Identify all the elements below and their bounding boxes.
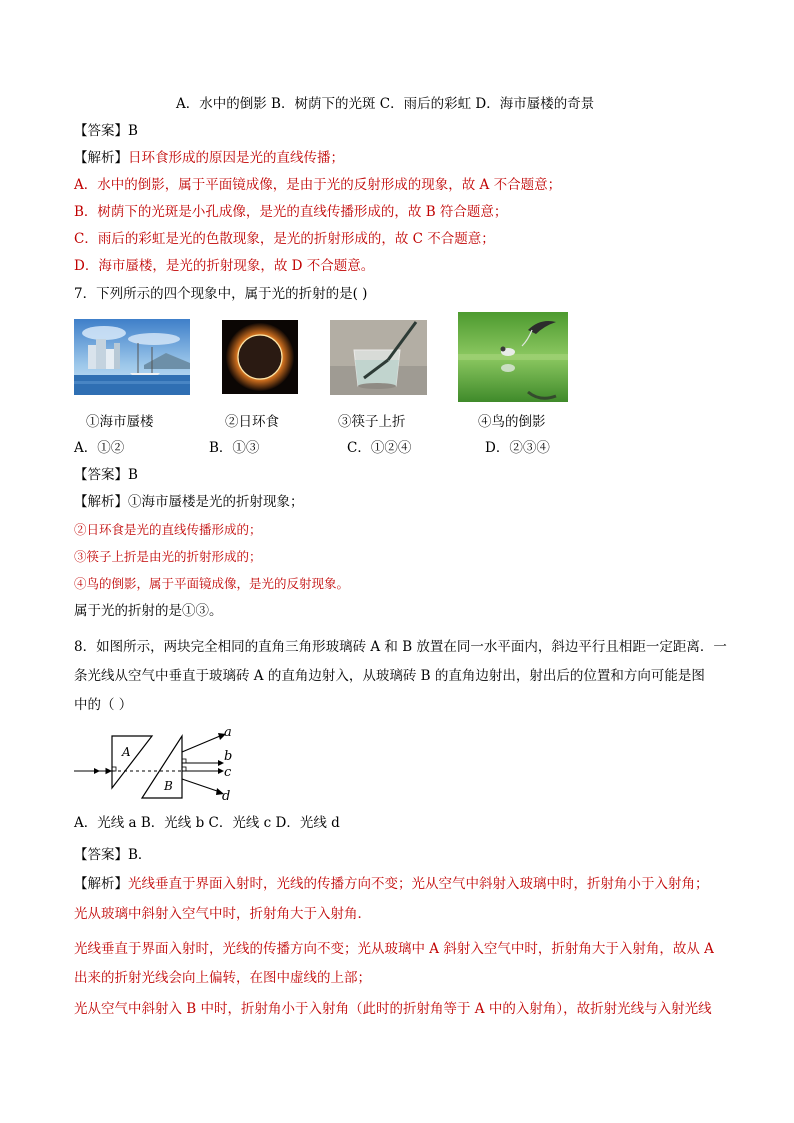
q8-analysis [74, 874, 709, 894]
label-a: a [224, 725, 232, 740]
q6-answer: 【答案】B [74, 123, 138, 139]
q7-analysis [74, 492, 304, 512]
q6-options: A．水中的倒影 B．树荫下的光斑 C．雨后的彩虹 D．海市蜃楼的奇景 [176, 96, 595, 112]
q7-answer: 【答案】B [74, 467, 138, 483]
caption-2: ②日环食 [225, 414, 279, 430]
q8-stem-2: 条光线从空气中垂直于玻璃砖 A 的直角边射入，从玻璃砖 B 的直角边射出，射出后的位置和方向可能是图 [74, 668, 705, 684]
q8-analysis-3: 光线垂直于界面入射时，光线的传播方向不变；光从玻璃中 A 斜射入空气中时，折射角大于入射角，故从 A [74, 941, 714, 957]
q7-option-c: C．①②④ [347, 440, 412, 456]
q7-option-a: A．①② [74, 440, 125, 456]
q8-stem-3: 中的（ ） [74, 697, 133, 713]
q6-analysis-b: B．树荫下的光斑是小孔成像，是光的直线传播形成的，故 B 符合题意； [74, 204, 508, 220]
analysis-label: 【解析】 [74, 876, 128, 892]
label-A: A [122, 745, 131, 759]
bird-reflection-image [458, 312, 568, 402]
q7-analysis-3: ③筷子上折是由光的折射形成的； [74, 549, 262, 564]
q8-options: A．光线 a B．光线 b C．光线 c D．光线 d [74, 815, 340, 831]
q8-analysis-4: 出来的折射光线会向上偏转，在图中虚线的上部； [74, 970, 371, 986]
q8-analysis-5: 光从空气中斜射入 B 中时，折射角小于入射角（此时的折射角等于 A 中的入射角），故折射光线与入射光线 [74, 1001, 712, 1017]
q7-analysis-2: ②日环食是光的直线传播形成的； [74, 522, 262, 537]
caption-3: ③筷子上折 [338, 414, 406, 430]
label-c: c [224, 765, 232, 780]
label-b: b [224, 749, 233, 764]
caption-4: ④鸟的倒影 [478, 414, 546, 430]
q7-conclusion: 属于光的折射的是①③。 [74, 603, 223, 619]
q6-analysis-d: D．海市蜃楼，是光的折射现象，故 D 不合题意。 [74, 258, 375, 274]
analysis-intro: ①海市蜃楼是光的折射现象； [128, 494, 304, 510]
label-B: B [164, 779, 173, 793]
q8-answer: 【答案】B． [74, 847, 152, 863]
analysis-intro: 光线垂直于界面入射时，光线的传播方向不变；光从空气中斜射入玻璃中时，折射角小于入射角； [128, 876, 709, 892]
q8-analysis-2: 光从玻璃中斜射入空气中时，折射角大于入射角． [74, 906, 371, 922]
caption-1: ①海市蜃楼 [86, 414, 154, 430]
q7-analysis-4: ④鸟的倒影，属于平面镜成像，是光的反射现象。 [74, 576, 350, 591]
mirage-image [74, 319, 190, 395]
label-d: d [222, 789, 231, 804]
q8-stem-1: 8．如图所示，两块完全相同的直角三角形玻璃砖 A 和 B 放置在同一水平面内，斜边平行且相距一定距离．一 [74, 639, 727, 655]
q6-analysis-c: C．雨后的彩虹是光的色散现象，是光的折射形成的，故 C 不合题意； [74, 231, 495, 247]
q7-option-d: D．②③④ [485, 440, 550, 456]
q6-analysis [74, 148, 344, 168]
eclipse-image [222, 320, 298, 394]
q7-stem: 7．下列所示的四个现象中，属于光的折射的是( ) [74, 286, 368, 302]
analysis-intro: 日环食形成的原因是光的直线传播； [128, 150, 344, 166]
q6-analysis-a: A．水中的倒影，属于平面镜成像，是由于光的反射形成的现象，故 A 不合题意； [74, 177, 562, 193]
analysis-label: 【解析】 [74, 150, 128, 166]
prism-diagram [72, 722, 247, 804]
analysis-label: 【解析】 [74, 494, 128, 510]
q7-option-b: B．①③ [209, 440, 260, 456]
chopsticks-image [330, 320, 427, 395]
